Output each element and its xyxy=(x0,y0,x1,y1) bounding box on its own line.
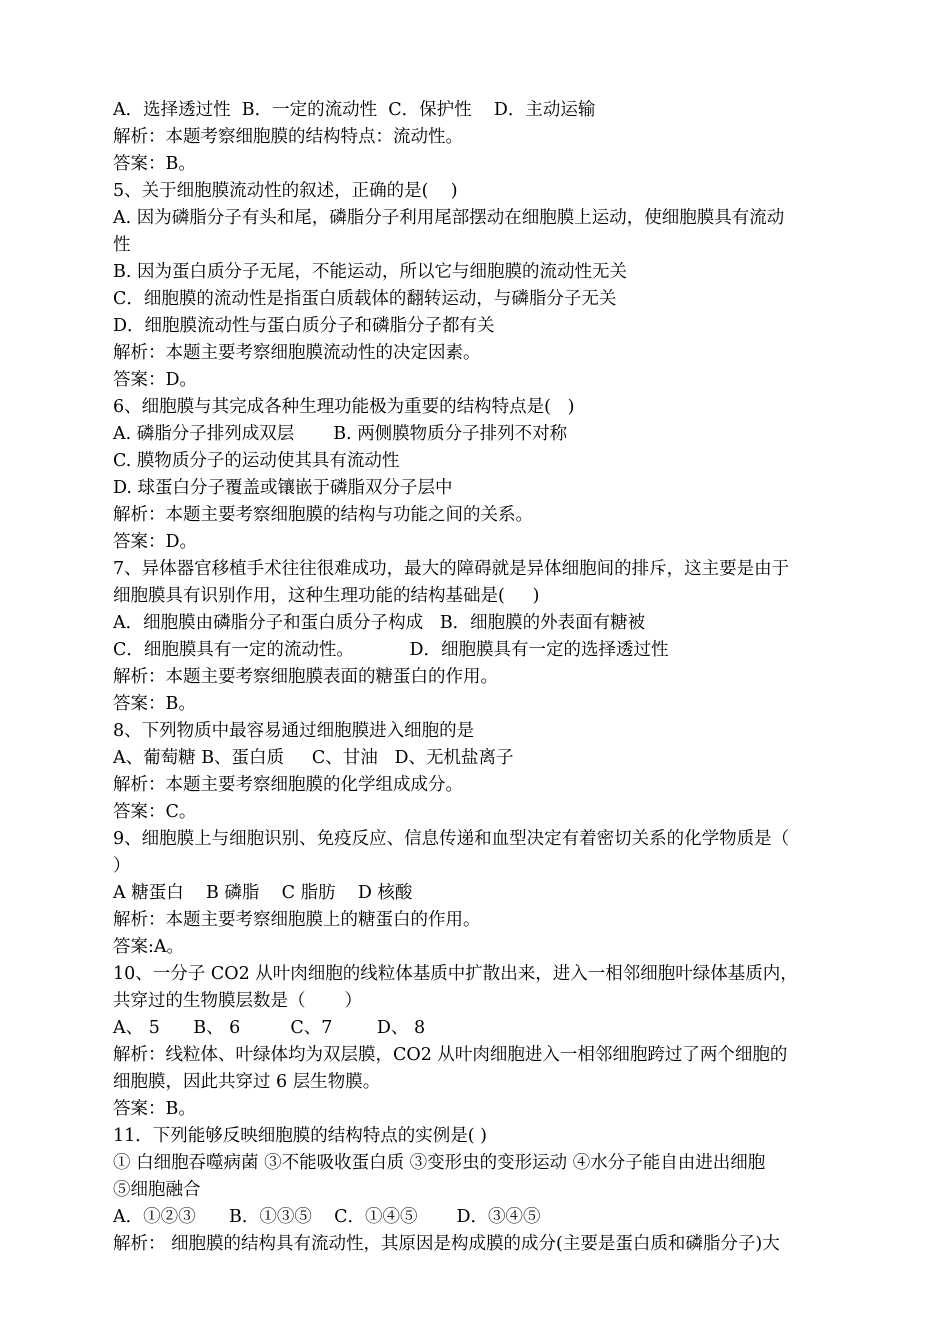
text-line: 答案：D。 xyxy=(113,370,198,390)
text-line: 性 xyxy=(113,235,131,255)
text-line: A 糖蛋白 B 磷脂 C 脂肪 D 核酸 xyxy=(113,883,413,903)
text-line: 答案：B。 xyxy=(113,694,196,714)
text-line: 8、下列物质中最容易通过细胞膜进入细胞的是 xyxy=(113,721,475,741)
text-line: 解析：本题主要考察细胞膜表面的糖蛋白的作用。 xyxy=(113,667,498,687)
text-line: C．细胞膜的流动性是指蛋白质载体的翻转运动，与磷脂分子无关 xyxy=(113,289,617,309)
text-line: 答案：B。 xyxy=(113,1099,196,1119)
text-line: 7、异体器官移植手术往往很难成功，最大的障碍就是异体细胞间的排斥，这主要是由于 xyxy=(113,559,790,579)
text-line: 细胞膜，因此共穿过 6 层生物膜。 xyxy=(113,1072,381,1092)
text-line: ⑤细胞融合 xyxy=(113,1180,201,1200)
text-line: D. 球蛋白分子覆盖或镶嵌于磷脂双分子层中 xyxy=(113,478,453,498)
text-line: C．细胞膜具有一定的流动性。 D．细胞膜具有一定的选择透过性 xyxy=(113,640,669,660)
text-line: 答案：D。 xyxy=(113,532,198,552)
text-line: 11．下列能够反映细胞膜的结构特点的实例是( ) xyxy=(113,1126,487,1146)
text-line: 答案:A。 xyxy=(113,937,185,957)
text-line: A、葡萄糖 B、蛋白质 C、甘油 D、无机盐离子 xyxy=(113,748,514,768)
text-line: 10、一分子 CO2 从叶肉细胞的线粒体基质中扩散出来，进入一相邻细胞叶绿体基质内， xyxy=(113,964,798,984)
text-line: 答案：B。 xyxy=(113,154,196,174)
text-line: A．细胞膜由磷脂分子和蛋白质分子构成 B．细胞膜的外表面有糖被 xyxy=(113,613,646,633)
text-line: B. 因为蛋白质分子无尾，不能运动，所以它与细胞膜的流动性无关 xyxy=(113,262,627,282)
text-line: 解析：线粒体、叶绿体均为双层膜，CO2 从叶肉细胞进入一相邻细胞跨过了两个细胞的 xyxy=(113,1045,788,1065)
text-line: 解析： 细胞膜的结构具有流动性，其原因是构成膜的成分(主要是蛋白质和磷脂分子)大 xyxy=(113,1234,780,1254)
text-line: 细胞膜具有识别作用，这种生理功能的结构基础是( ) xyxy=(113,586,540,606)
text-line: ① 白细胞吞噬病菌 ③不能吸收蛋白质 ③变形虫的变形运动 ④水分子能自由进出细胞 xyxy=(113,1153,766,1173)
document-body xyxy=(113,97,841,1258)
text-line: A. 因为磷脂分子有头和尾，磷脂分子利用尾部摆动在细胞膜上运动，使细胞膜具有流动 xyxy=(113,208,785,228)
text-line: A. 磷脂分子排列成双层 B. 两侧膜物质分子排列不对称 xyxy=(113,424,568,444)
text-line: 9、细胞膜上与细胞识别、免疫反应、信息传递和血型决定有着密切关系的化学物质是（ xyxy=(113,829,790,849)
text-line: 答案：C。 xyxy=(113,802,197,822)
text-line: A．①②③ B．①③⑤ C．①④⑤ D．③④⑤ xyxy=(113,1207,541,1227)
text-line: 解析：本题主要考察细胞膜上的糖蛋白的作用。 xyxy=(113,910,481,930)
text-line: 6、细胞膜与其完成各种生理功能极为重要的结构特点是( ) xyxy=(113,397,575,417)
text-line: A．选择透过性 B．一定的流动性 C．保护性 D．主动运输 xyxy=(113,100,596,120)
text-line: 5、关于细胞膜流动性的叙述，正确的是( ) xyxy=(113,181,458,201)
text-line: C. 膜物质分子的运动使其具有流动性 xyxy=(113,451,400,471)
text-line: 解析：本题考察细胞膜的结构特点：流动性。 xyxy=(113,127,463,147)
text-line: 解析：本题主要考察细胞膜的化学组成成分。 xyxy=(113,775,463,795)
text-line: A、 5 B、 6 C、7 D、 8 xyxy=(113,1018,426,1038)
text-line: D．细胞膜流动性与蛋白质分子和磷脂分子都有关 xyxy=(113,316,495,336)
text-line: 解析：本题主要考察细胞膜的结构与功能之间的关系。 xyxy=(113,505,533,525)
text-line: ） xyxy=(113,856,131,876)
text-line: 解析：本题主要考察细胞膜流动性的决定因素。 xyxy=(113,343,481,363)
text-line: 共穿过的生物膜层数是（ ） xyxy=(113,991,362,1011)
